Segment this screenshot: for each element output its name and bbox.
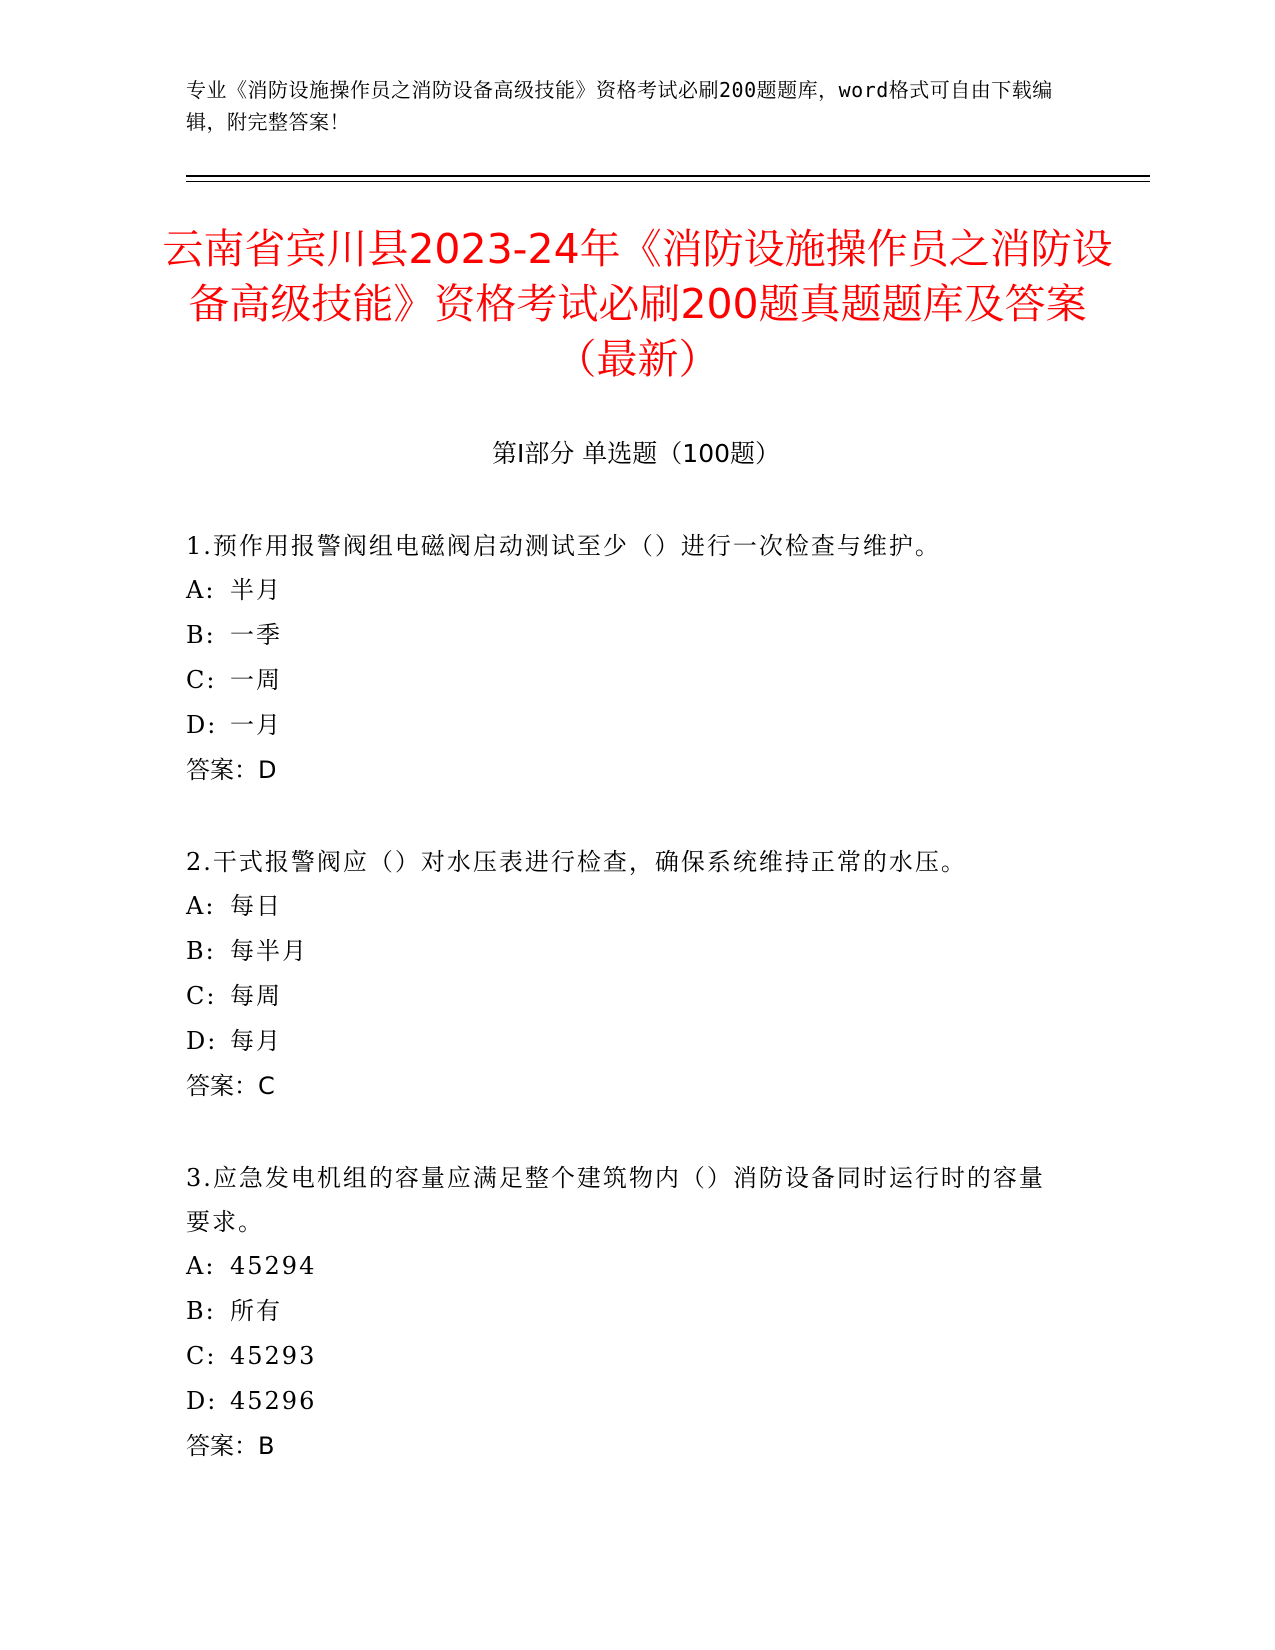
option-key: B:	[186, 937, 216, 965]
option-text: 每日	[230, 892, 282, 920]
option-text: 每周	[230, 982, 282, 1010]
option-key: A:	[186, 576, 216, 604]
header-note: 专业《消防设施操作员之消防设备高级技能》资格考试必刷200题题库，word格式可自由下载编辑，附完整答案！	[186, 78, 1053, 134]
option-key: C:	[186, 982, 217, 1010]
option-text: 45294	[230, 1252, 317, 1280]
option-text: 一周	[230, 666, 282, 694]
option-text: 半月	[230, 576, 282, 604]
option-c	[186, 658, 1066, 703]
option-b	[186, 613, 1066, 658]
option-a	[186, 1244, 1066, 1289]
option-b	[186, 1289, 1066, 1334]
option-d	[186, 1019, 1066, 1064]
option-key: C:	[186, 1342, 217, 1370]
option-key: B:	[186, 621, 216, 649]
section-heading: 第Ⅰ部分 单选题（100题）	[491, 439, 781, 468]
header-divider-thin	[186, 181, 1150, 182]
option-text: 45293	[230, 1342, 317, 1370]
question-stem: 2.干式报警阀应（）对水压表进行检查，确保系统维持正常的水压。	[186, 848, 967, 876]
option-text: 所有	[230, 1297, 282, 1325]
question-stem: 3.应急发电机组的容量应满足整个建筑物内（）消防设备同时运行时的容量要求。	[186, 1164, 1045, 1236]
option-text: 每半月	[230, 937, 308, 965]
option-key: A:	[186, 892, 216, 920]
option-text: 一季	[230, 621, 282, 649]
question-1	[186, 524, 1066, 793]
option-text: 每月	[230, 1027, 282, 1055]
option-c	[186, 974, 1066, 1019]
option-key: D:	[186, 1027, 218, 1055]
option-d	[186, 1379, 1066, 1424]
option-d	[186, 703, 1066, 748]
option-key: B:	[186, 1297, 216, 1325]
option-text: 45296	[230, 1387, 317, 1415]
option-c	[186, 1334, 1066, 1379]
option-b	[186, 929, 1066, 974]
question-stem: 1.预作用报警阀组电磁阀启动测试至少（）进行一次检查与维护。	[186, 532, 941, 560]
option-a	[186, 884, 1066, 929]
document-title: 云南省宾川县2023-24年《消防设施操作员之消防设备高级技能》资格考试必刷200题真题题库及答案（最新）	[162, 225, 1113, 383]
option-a	[186, 568, 1066, 613]
question-2	[186, 840, 1066, 1109]
header-divider-thick	[186, 175, 1150, 177]
option-key: D:	[186, 711, 218, 739]
option-text: 一月	[230, 711, 282, 739]
answer: 答案：B	[186, 1432, 275, 1460]
answer: 答案：C	[186, 1072, 275, 1100]
option-key: A:	[186, 1252, 216, 1280]
question-3	[186, 1156, 1066, 1469]
answer: 答案：D	[186, 756, 277, 784]
option-key: D:	[186, 1387, 218, 1415]
option-key: C:	[186, 666, 217, 694]
